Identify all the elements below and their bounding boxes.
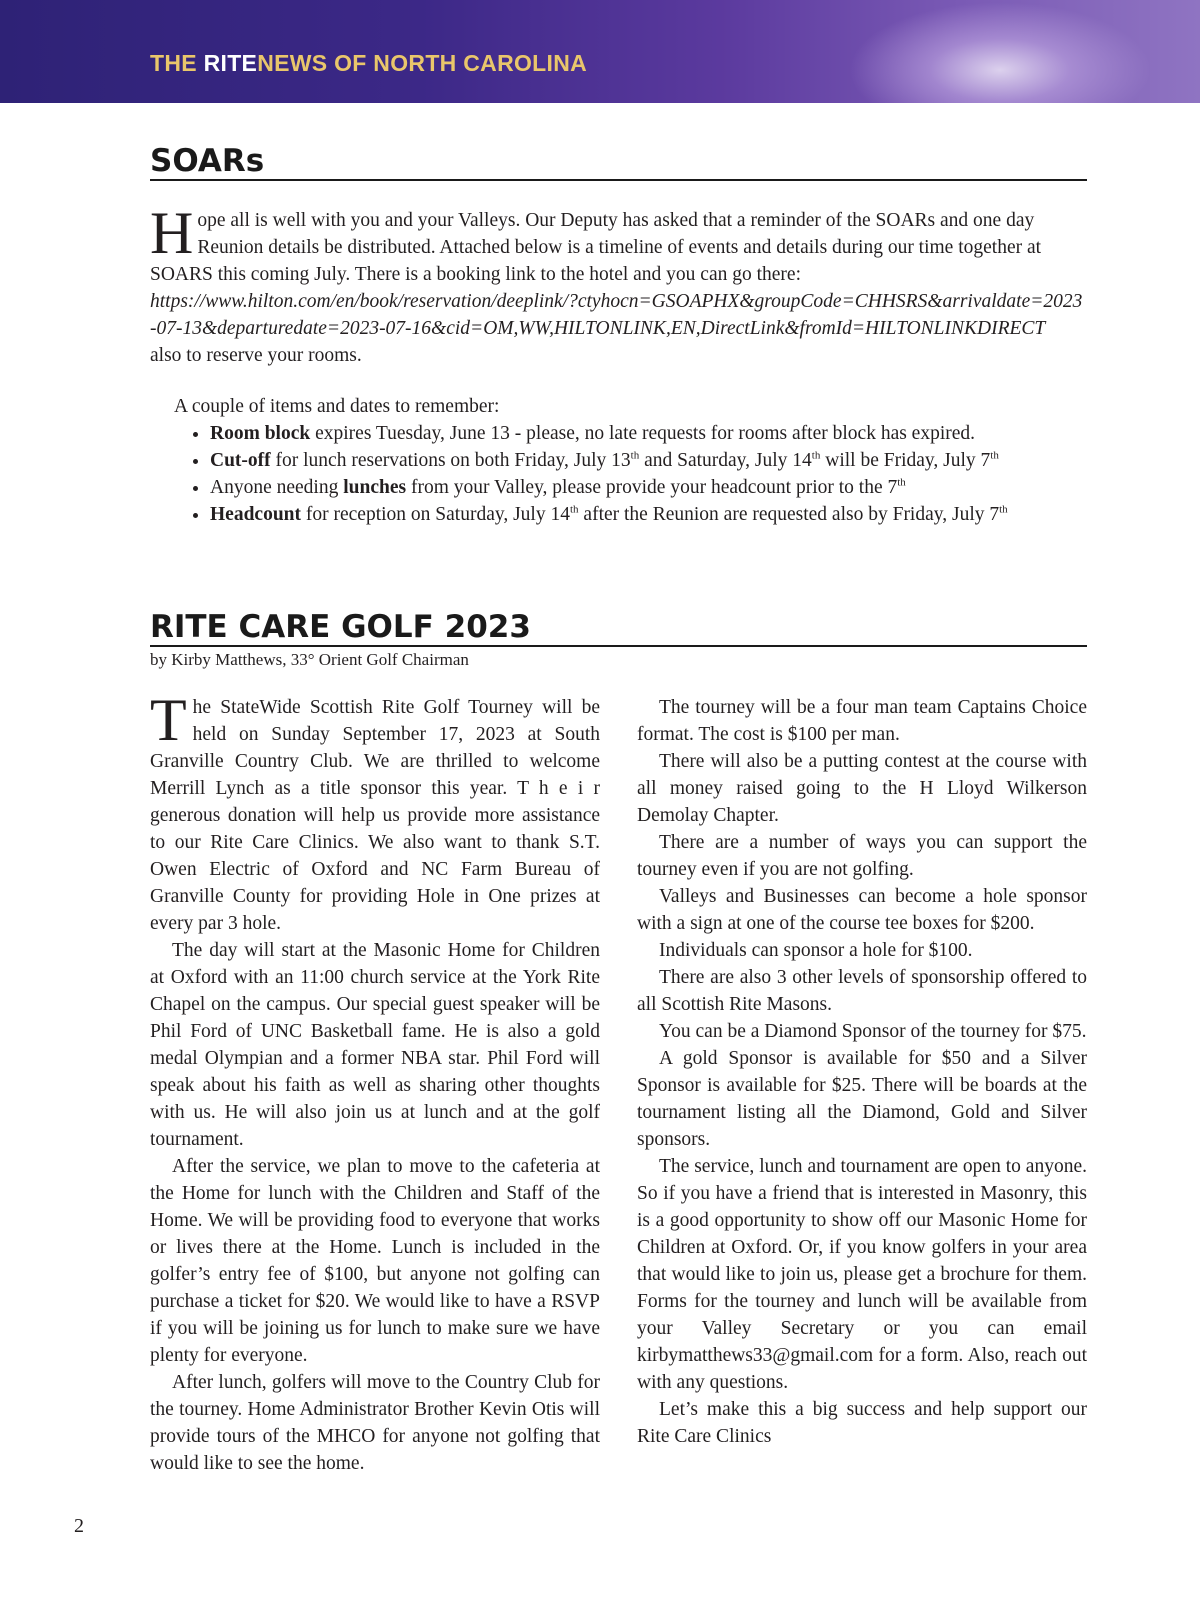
item-bold: lunches (343, 477, 407, 498)
hotel-booking-link[interactable]: https://www.hilton.com/en/book/reservation/deeplink/?ctyhocn=GSOAPHX&groupCode=CHHSRS&arrivaldate=2023-07-13&departuredate=2023-07-16&cid=OM,WW,HILTONLINK,EN,DirectLink&fromId=HILTONLINKDIRECT (150, 291, 1083, 339)
soars-heading: SOARs (150, 143, 1087, 181)
title-suffix: NEWS OF NORTH CAROLINA (257, 50, 588, 76)
article-paragraph: The service, lunch and tournament are open to anyone. So if you have a friend that is interested in Masonry, this is a good opportunity to show off our Masonic Home for Children at Oxford. Or, if you know golfers in your area that would like to join us, please get a brochure for them. Forms for the tourney and lunch will be available from your Valley Secretary or you can email kirbymatthews33@gmail.com for a form. Also, reach out with any questions. (637, 1156, 1087, 1393)
soars-intro (150, 200, 1087, 369)
drop-cap: T (150, 687, 187, 753)
list-item (210, 474, 1087, 501)
item-text: will be Friday, July 7 (820, 450, 991, 471)
item-bold: Room block (210, 423, 311, 444)
right-column (637, 694, 1087, 1450)
list-item (210, 420, 1087, 447)
article-paragraph: After the service, we plan to move to the cafeteria at the Home for lunch with the Children and Staff of the Home. We will be providing food to everyone that works or lives there at the Home. Lunch is included in the golfer’s entry fee of $100, but anyone not golfing can purchase a ticket for $20. We would like to have a RSVP if you will be joining us for lunch to make sure we have plenty for everyone. (150, 1156, 600, 1366)
golf-heading: RITE CARE GOLF 2023 (150, 609, 1087, 647)
soars-section (150, 143, 1087, 528)
title-prefix: THE (150, 50, 204, 76)
item-text: for lunch reservations on both Friday, July 13 (270, 450, 631, 471)
article-paragraph: There will also be a putting contest at the course with all money raised going to the H Lloyd Wilkerson Demolay Chapter. (637, 751, 1087, 826)
article-paragraph: After lunch, golfers will move to the Country Club for the tourney. Home Administrator Brother Kevin Otis will provide tours of the MHCO for anyone not golfing that would like to see the home. (150, 1372, 600, 1474)
item-sup: th (990, 449, 999, 462)
items-intro: A couple of items and dates to remember: (174, 396, 500, 417)
reminder-list (150, 420, 1087, 528)
item-sup: th (569, 503, 579, 516)
list-item (210, 447, 1087, 474)
article-paragraph: The day will start at the Masonic Home for Children at Oxford with an 11:00 church service at the York Rite Chapel on the campus. Our special guest speaker will be Phil Ford of UNC Basketball fame. He is also a gold medal Olympian and a former NBA star. Phil Ford will speak about his faith as well as sharing other thoughts with us. He will also join us at lunch and at the golf tournament. (150, 940, 600, 1150)
article-paragraph: There are a number of ways you can support the tourney even if you are not golfing. (637, 832, 1087, 880)
article-paragraph (150, 687, 600, 937)
paragraph-text: he StateWide Scottish Rite Golf Tourney will be held on Sunday September 17, 2023 at South Granville Country Club. We are thrilled to welcome Merrill Lynch as a title sponsor this year. T h e i r generous donation will help us provide more assistance to our Rite Care Clinics. We also want to thank S.T. Owen Electric of Oxford and NC Farm Bureau of Granville County for providing Hole in One prizes at every par 3 hole. (150, 697, 600, 934)
page-number: 2 (74, 1515, 84, 1537)
soars-after-link: also to reserve your rooms. (150, 345, 362, 366)
item-text: after the Reunion are requested also by Friday, July 7 (578, 504, 1000, 525)
header-banner (0, 0, 1200, 103)
article-paragraph: You can be a Diamond Sponsor of the tourney for $75. (659, 1021, 1087, 1042)
article-paragraph: Individuals can sponsor a hole for $100. (659, 940, 973, 961)
article-paragraph: The tourney will be a four man team Captains Choice format. The cost is $100 per man. (637, 697, 1087, 745)
article-paragraph: Let’s make this a big success and help support our Rite Care Clinics (637, 1399, 1087, 1447)
article-paragraph: A gold Sponsor is available for $50 and a Silver Sponsor is available for $25. There will be boards at the tournament listing all the Diamond, Gold and Silver sponsors. (637, 1048, 1087, 1150)
soars-intro-text: ope all is well with you and your Valleys. Our Deputy has asked that a reminder of the SOARs and one day Reunion details be distributed. Attached below is a timeline of events and details during our time together at SOARS this coming July. There is a booking link to the hotel and you can go there: (150, 210, 1042, 285)
publication-title (150, 50, 587, 77)
drop-cap: H (150, 200, 194, 266)
item-sup: th (811, 449, 821, 462)
item-text: expires Tuesday, June 13 - please, no late requests for rooms after block has expired. (310, 423, 976, 444)
left-column (150, 687, 600, 1477)
item-sup: th (999, 503, 1008, 516)
item-text: from your Valley, please provide your headcount prior to the 7 (406, 477, 898, 498)
item-text: for reception on Saturday, July 14 (301, 504, 570, 525)
item-sup: th (630, 449, 640, 462)
item-bold: Headcount (210, 504, 302, 525)
item-bold: Cut-off (210, 450, 271, 471)
item-sup: th (897, 476, 906, 489)
list-item (210, 501, 1087, 528)
title-bold: RITE (203, 50, 258, 76)
item-text: Anyone needing (210, 477, 344, 498)
byline: by Kirby Matthews, 33° Orient Golf Chairman (150, 650, 469, 669)
article-paragraph: Valleys and Businesses can become a hole sponsor with a sign at one of the course tee boxes for $200. (637, 886, 1087, 934)
article-paragraph: There are also 3 other levels of sponsorship offered to all Scottish Rite Masons. (637, 967, 1087, 1015)
golf-section (150, 609, 1087, 671)
item-text: and Saturday, July 14 (639, 450, 812, 471)
